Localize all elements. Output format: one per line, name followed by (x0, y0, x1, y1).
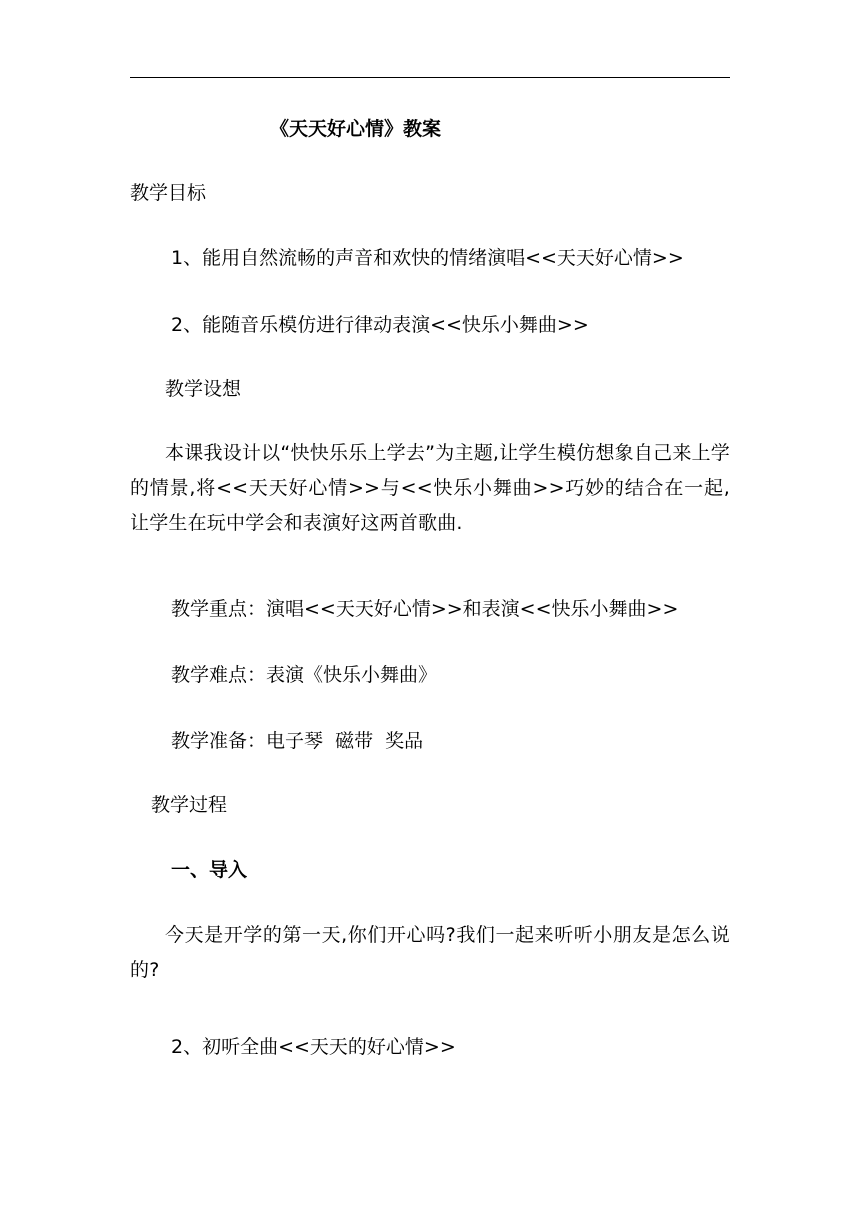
difficulty: 教学难点：表演《快乐小舞曲》 (171, 664, 438, 686)
process-heading: 教学过程 (151, 794, 228, 816)
header-rule (130, 77, 730, 78)
goal-item-2: 2、能随音乐模仿进行律动表演<<快乐小舞曲>> (171, 314, 589, 336)
document-title: 《天天好心情》教案 (270, 118, 442, 140)
concept-heading: 教学设想 (165, 378, 242, 400)
section-1-heading: 一、导入 (171, 859, 248, 881)
preparation: 教学准备：电子琴 磁带 奖品 (171, 730, 424, 752)
key-points: 教学重点：演唱<<天天好心情>>和表演<<快乐小舞曲>> (171, 598, 679, 620)
goals-heading: 教学目标 (130, 182, 207, 204)
goal-item-1: 1、能用自然流畅的声音和欢快的情绪演唱<<天天好心情>> (171, 247, 684, 269)
step-2: 2、初听全曲<<天天的好心情>> (171, 1036, 456, 1058)
concept-paragraph: 本课我设计以“快快乐乐上学去”为主题,让学生模仿想象自己来上学的情景,将<<天天好心情>>与<<快乐小舞曲>>巧妙的结合在一起,让学生在玩中学会和表演好这两首歌曲. (130, 442, 730, 534)
section-1-paragraph: 今天是开学的第一天,你们开心吗?我们一起来听听小朋友是怎么说的? (130, 924, 730, 981)
